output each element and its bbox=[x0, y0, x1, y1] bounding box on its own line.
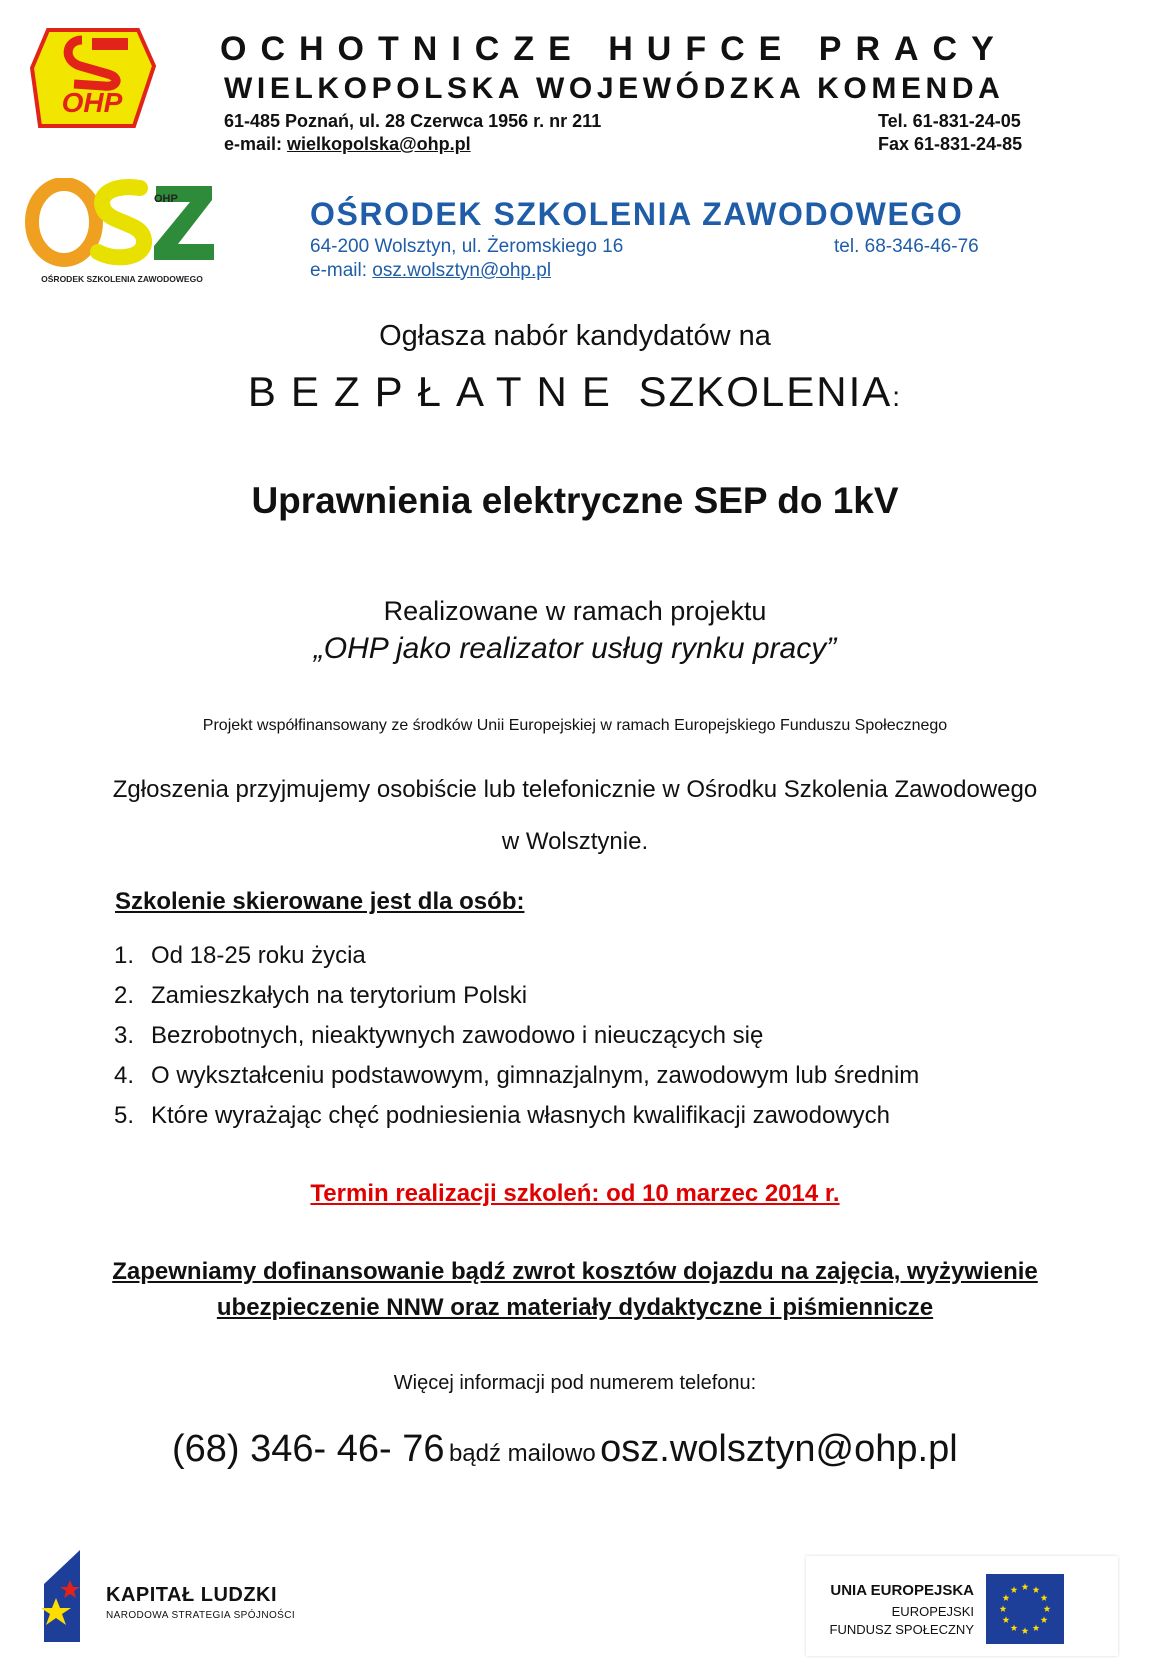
org-email-label: e-mail: bbox=[224, 134, 288, 154]
eu-subtitle-1: EUROPEJSKI bbox=[891, 1604, 974, 1619]
term-notice: Termin realizacji szkoleń: od 10 marzec 2014 r. bbox=[310, 1180, 840, 1207]
org-fax: Fax 61-831-24-85 bbox=[878, 134, 1023, 154]
list-text: Zamieszkałych na terytorium Polski bbox=[151, 982, 528, 1009]
eu-subtitle-2: FUNDUSZ SPOŁECZNY bbox=[829, 1622, 974, 1637]
org-email-line bbox=[224, 134, 471, 155]
osz-title: OŚRODEK SZKOLENIA ZAWODOWEGO bbox=[310, 196, 964, 232]
list-item bbox=[114, 936, 919, 976]
free-training-heading bbox=[0, 368, 1150, 416]
list-number: 3. bbox=[114, 1022, 135, 1049]
provide-line-2: ubezpieczenie NNW oraz materiały dydaktyczne i piśmiennicze bbox=[216, 1294, 934, 1321]
list-item bbox=[114, 1096, 919, 1136]
list-text: Od 18-25 roku życia bbox=[151, 942, 366, 969]
list-number: 5. bbox=[114, 1102, 135, 1129]
announcement: Ogłasza nabór kandydatów na bbox=[379, 320, 771, 352]
kapital-ludzki-title: KAPITAŁ LUDZKI bbox=[106, 1584, 278, 1606]
org-email-link[interactable]: wielkopolska@ohp.pl bbox=[287, 134, 471, 154]
training-word: SZKOLENIA bbox=[638, 368, 893, 415]
osz-logo-caption: OŚRODEK SZKOLENIA ZAWODOWEGO bbox=[41, 274, 203, 284]
org-subtitle: WIELKOPOLSKA WOJEWÓDZKA KOMENDA bbox=[224, 72, 1005, 105]
project-name: „OHP jako realizator usług rynku pracy” bbox=[313, 632, 837, 665]
contact-or-mail: bądź mailowo bbox=[448, 1440, 596, 1467]
osz-email-link[interactable]: osz.wolsztyn@ohp.pl bbox=[372, 260, 552, 281]
list-item bbox=[114, 1016, 919, 1056]
list-text: O wykształceniu podstawowym, gimnazjalnym, zawodowym lub średnim bbox=[151, 1062, 920, 1089]
target-heading: Szkolenie skierowane jest dla osób: bbox=[115, 888, 525, 915]
eu-flag-icon bbox=[986, 1574, 1064, 1644]
ohp-logo bbox=[30, 26, 158, 130]
kapital-ludzki-subtitle: NARODOWA STRATEGIA SPÓJNOŚCI bbox=[106, 1610, 296, 1621]
osz-email-label: e-mail: bbox=[310, 260, 373, 281]
list-text: Bezrobotnych, nieaktywnych zawodowo i nieuczących się bbox=[151, 1022, 764, 1049]
free-word: BEZPŁATNE bbox=[247, 368, 625, 415]
target-list bbox=[114, 936, 919, 1136]
kapital-ludzki-logo bbox=[40, 1550, 100, 1642]
apply-line-2: w Wolsztynie. bbox=[501, 828, 649, 855]
list-item bbox=[114, 976, 919, 1016]
course-title: Uprawnienia elektryczne SEP do 1kV bbox=[251, 480, 899, 521]
list-item bbox=[114, 1056, 919, 1096]
org-title: OCHOTNICZE HUFCE PRACY bbox=[220, 30, 1008, 68]
list-text: Które wyrażając chęć podniesienia własnych kwalifikacji zawodowych bbox=[151, 1102, 891, 1129]
osz-address: 64-200 Wolsztyn, ul. Żeromskiego 16 bbox=[310, 236, 624, 257]
cofinanced-note: Projekt współfinansowany ze środków Unii Europejskiej w ramach Europejskiego Funduszu Społecznego bbox=[202, 717, 948, 734]
osz-tel: tel. 68-346-46-76 bbox=[834, 236, 979, 257]
apply-line-1: Zgłoszenia przyjmujemy osobiście lub telefonicznie w Ośrodku Szkolenia Zawodowego bbox=[112, 776, 1038, 803]
list-number: 2. bbox=[114, 982, 135, 1009]
realized-text: Realizowane w ramach projektu bbox=[383, 596, 767, 626]
heading-colon: : bbox=[892, 381, 903, 412]
contact-email[interactable]: osz.wolsztyn@ohp.pl bbox=[600, 1428, 958, 1470]
org-tel: Tel. 61-831-24-05 bbox=[878, 111, 1021, 131]
osz-email-line bbox=[310, 260, 551, 282]
contact-phone[interactable]: (68) 346- 46- 76 bbox=[172, 1428, 445, 1470]
contact-line bbox=[172, 1428, 958, 1471]
list-number: 4. bbox=[114, 1062, 135, 1089]
org-address: 61-485 Poznań, ul. 28 Czerwca 1956 r. nr 211 bbox=[224, 111, 602, 131]
ohp-logo-text: OHP bbox=[61, 87, 123, 118]
provide-line-1: Zapewniamy dofinansowanie bądź zwrot kosztów dojazdu na zajęcia, wyżywienie bbox=[112, 1258, 1038, 1285]
osz-logo-badge: OHP bbox=[154, 193, 178, 205]
osz-logo bbox=[24, 178, 220, 286]
eu-title: UNIA EUROPEJSKA bbox=[830, 1582, 974, 1599]
list-number: 1. bbox=[114, 942, 135, 969]
more-info: Więcej informacji pod numerem telefonu: bbox=[393, 1372, 757, 1394]
